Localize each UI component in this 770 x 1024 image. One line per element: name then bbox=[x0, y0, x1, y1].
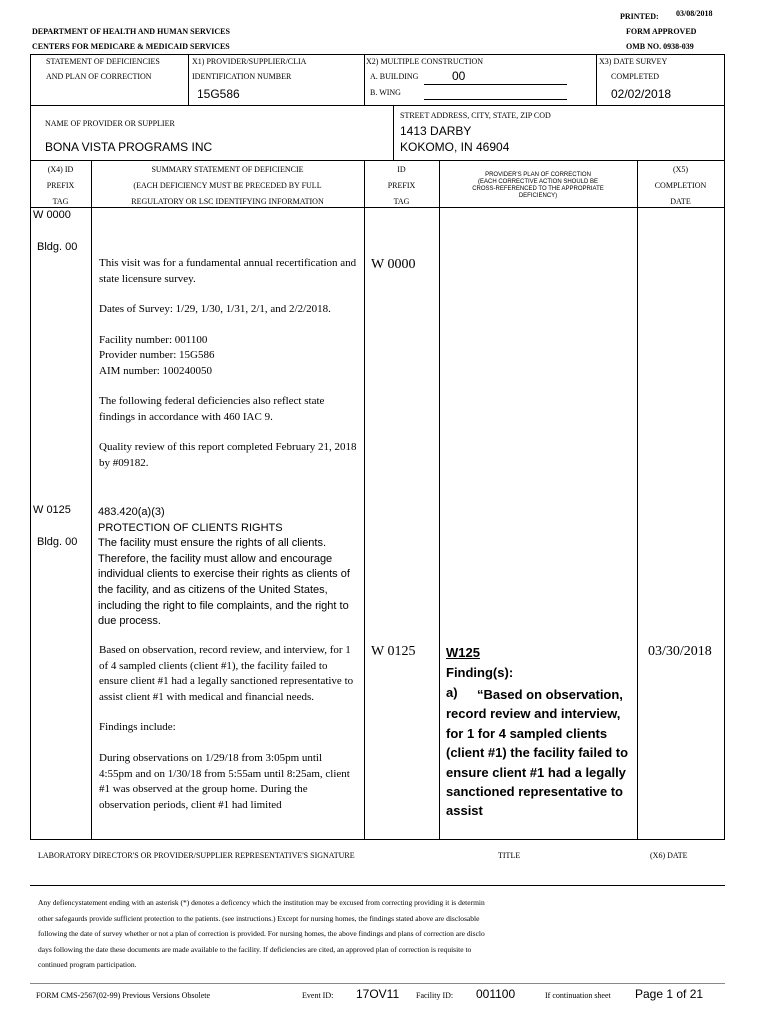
form-number: FORM CMS-2567(02-99) Previous Versions Obsolete bbox=[36, 991, 211, 1000]
wing-underline bbox=[424, 99, 567, 100]
finding-paragraph: During observations on 1/29/18 from 3:05pm until 4:55pm and on 1/30/18 from 5:55am until 8:25am, client #1 was observed at the group home. During the observation periods, client #1 had limited bbox=[99, 751, 350, 811]
x3-label-2: COMPLETED bbox=[611, 72, 659, 81]
regulation-title: PROTECTION OF CLIENTS RIGHTS bbox=[98, 521, 283, 534]
plan-header-1: PROVIDER'S PLAN OF CORRECTION bbox=[485, 172, 591, 178]
department-name: DEPARTMENT OF HEALTH AND HUMAN SERVICES bbox=[32, 27, 230, 36]
provider-name-label: NAME OF PROVIDER OR SUPPLIER bbox=[45, 119, 175, 128]
facility-id: 001100 bbox=[476, 987, 516, 1001]
provider-row-border bbox=[30, 160, 725, 161]
x2-label: X2) MULTIPLE CONSTRUCTION bbox=[366, 57, 484, 66]
plan-header-2: (EACH CORRECTIVE ACTION SHOULD BE bbox=[477, 179, 599, 185]
building-tag-2: Bldg. 00 bbox=[37, 536, 78, 548]
plan-tag: W125 bbox=[446, 645, 480, 660]
building-label: A. BUILDING bbox=[370, 72, 419, 81]
x4-header-1: (X4) ID bbox=[47, 165, 74, 174]
col-divider-summary bbox=[364, 160, 365, 840]
disclaimer-line: days following the date these documents are made available to the facility. If deficiencies are cited, an approved plan of correction is requisite to bbox=[38, 944, 472, 954]
provider-name: BONA VISTA PROGRAMS INC bbox=[45, 140, 213, 154]
event-id-label: Event ID: bbox=[302, 991, 334, 1000]
plan-header-4: DEFICIENCY) bbox=[518, 193, 558, 199]
regulation-block bbox=[98, 505, 360, 630]
printed-label: PRINTED: bbox=[620, 12, 659, 21]
x1-label-2: IDENTIFICATION NUMBER bbox=[192, 72, 292, 81]
x5-header-1: (X5) bbox=[672, 165, 689, 174]
provider-number: 15G586 bbox=[197, 87, 240, 101]
address-label: STREET ADDRESS, CITY, STATE, ZIP COD bbox=[400, 111, 551, 120]
col-divider-plan bbox=[637, 160, 638, 840]
table-top-border bbox=[30, 54, 725, 55]
column-header-border bbox=[30, 207, 725, 208]
summary-header-3: REGULATORY OR LSC IDENTIFYING INFORMATION bbox=[131, 197, 324, 206]
footer-rule bbox=[30, 983, 725, 984]
intro-paragraph: The following federal deficiencies also reflect state findings in accordance with 460 IAC 9. bbox=[99, 395, 325, 423]
summary-header-1: SUMMARY STATEMENT OF DEFICIENCIE bbox=[151, 165, 304, 174]
date-label: (X6) DATE bbox=[650, 851, 688, 860]
building-tag-1: Bldg. 00 bbox=[37, 241, 78, 253]
intro-text bbox=[99, 256, 357, 471]
findings-text bbox=[99, 643, 357, 813]
finding-paragraph: Findings include: bbox=[99, 721, 176, 734]
x1-label: X1) PROVIDER/SUPPLIER/CLIA bbox=[192, 57, 307, 66]
disclaimer-line: other safegaurds provide sufficient protection to the patients. (see instructions.) Except for nursing homes, the findings stated above are disclosable bbox=[38, 913, 480, 923]
statement-label: STATEMENT OF DEFICIENCIES bbox=[46, 57, 160, 66]
right-border bbox=[724, 54, 725, 840]
plan-header-3: CROSS-REFERENCED TO THE APPROPRIATE bbox=[472, 186, 604, 192]
plan-item-letter: a) bbox=[446, 685, 458, 700]
signature-border bbox=[30, 885, 725, 886]
id-header-2: PREFIX bbox=[387, 181, 416, 190]
facility-id-label: Facility ID: bbox=[416, 991, 454, 1000]
plan-findings-heading: Finding(s): bbox=[446, 665, 514, 680]
id-header-3: TAG bbox=[393, 197, 410, 206]
provider-divider bbox=[393, 105, 394, 160]
summary-header-2: (EACH DEFICIENCY MUST BE PRECEDED BY FULL bbox=[133, 181, 322, 190]
id-tag-w0000: W 0000 bbox=[371, 257, 416, 272]
intro-paragraph: This visit was for a fundamental annual recertification and state licensure survey. bbox=[99, 257, 357, 285]
x5-header-3: DATE bbox=[670, 197, 691, 206]
col-divider-prefix bbox=[91, 160, 92, 840]
prefix-tag-w0000: W 0000 bbox=[33, 209, 71, 221]
ident-divider-3 bbox=[596, 54, 597, 105]
page-number: Page 1 of 21 bbox=[635, 987, 704, 1001]
continuation-label: If continuation sheet bbox=[545, 991, 611, 1000]
col-divider-id bbox=[439, 160, 440, 840]
x3-label: X3) DATE SURVEY bbox=[599, 57, 668, 66]
ident-divider-1 bbox=[188, 54, 189, 105]
disclaimer-line: continued program participation. bbox=[38, 960, 137, 969]
disclaimer-line: following the date of survey whether or not a plan of correction is provided. For nursing homes, the above findings and plans of correction are disclo bbox=[38, 929, 485, 938]
centers-name: CENTERS FOR MEDICARE & MEDICAID SERVICES bbox=[32, 42, 230, 51]
finding-paragraph: Based on observation, record review, and interview, for 1 of 4 sampled clients (client #1), the facility failed to ensure client #1 had a legally sanctioned representative to assist client #1 with medical and financial needs. bbox=[99, 644, 354, 703]
intro-paragraph: Quality review of this report completed February 21, 2018 by #09182. bbox=[99, 441, 357, 469]
plan-label: AND PLAN OF CORRECTION bbox=[46, 72, 152, 81]
wing-label: B. WING bbox=[370, 88, 401, 97]
prefix-tag-w0125: W 0125 bbox=[33, 504, 71, 516]
plan-text: “Based on observation, record review and interview, for 1 for 4 sampled clients (client #1) the facility failed to ensure client #1 had a legally sanctioned representative to assist bbox=[446, 687, 629, 819]
id-tag-w0125: W 0125 bbox=[371, 644, 416, 659]
disclaimer bbox=[38, 895, 728, 973]
street-address: 1413 DARBY bbox=[400, 124, 472, 138]
ident-row-border bbox=[30, 105, 725, 106]
survey-date: 02/02/2018 bbox=[611, 87, 672, 101]
x4-header-2: PREFIX bbox=[46, 181, 75, 190]
completion-date: 03/30/2018 bbox=[648, 644, 712, 659]
intro-paragraph: Facility number: 001100 Provider number: 15G586 AIM number: 100240050 bbox=[99, 333, 215, 377]
event-id: 17OV11 bbox=[356, 987, 400, 1001]
table-bottom-border bbox=[30, 839, 725, 840]
ident-divider-2 bbox=[364, 54, 365, 105]
x4-header-3: TAG bbox=[52, 197, 69, 206]
id-header-1: ID bbox=[397, 165, 406, 174]
building-underline bbox=[424, 84, 567, 85]
regulation-code: 483.420(a)(3) bbox=[98, 506, 165, 518]
printed-date: 03/08/2018 bbox=[676, 9, 713, 18]
intro-paragraph: Dates of Survey: 1/29, 1/30, 1/31, 2/1, and 2/2/2018. bbox=[99, 303, 331, 315]
form-approved: FORM APPROVED bbox=[626, 27, 697, 36]
omb-number: OMB NO. 0938-039 bbox=[626, 42, 694, 51]
disclaimer-line: Any defiencystatement ending with an asterisk (*) denotes a deficency which the institution may be excused from correcting providing it is determin bbox=[38, 898, 485, 907]
x5-header-2: COMPLETION bbox=[654, 181, 707, 190]
city-state-zip: KOKOMO, IN 46904 bbox=[400, 140, 510, 154]
signature-label: LABORATORY DIRECTOR'S OR PROVIDER/SUPPLIER REPRESENTATIVE'S SIGNATURE bbox=[38, 851, 355, 860]
title-label: TITLE bbox=[498, 851, 521, 860]
building-value: 00 bbox=[452, 69, 466, 83]
regulation-text: The facility must ensure the rights of all clients. Therefore, the facility must allow and encourage individual clients to exercise their rights as clients of the facility, and as citizens of the United States, including the right to file complaints, and the right to due process. bbox=[98, 537, 350, 628]
